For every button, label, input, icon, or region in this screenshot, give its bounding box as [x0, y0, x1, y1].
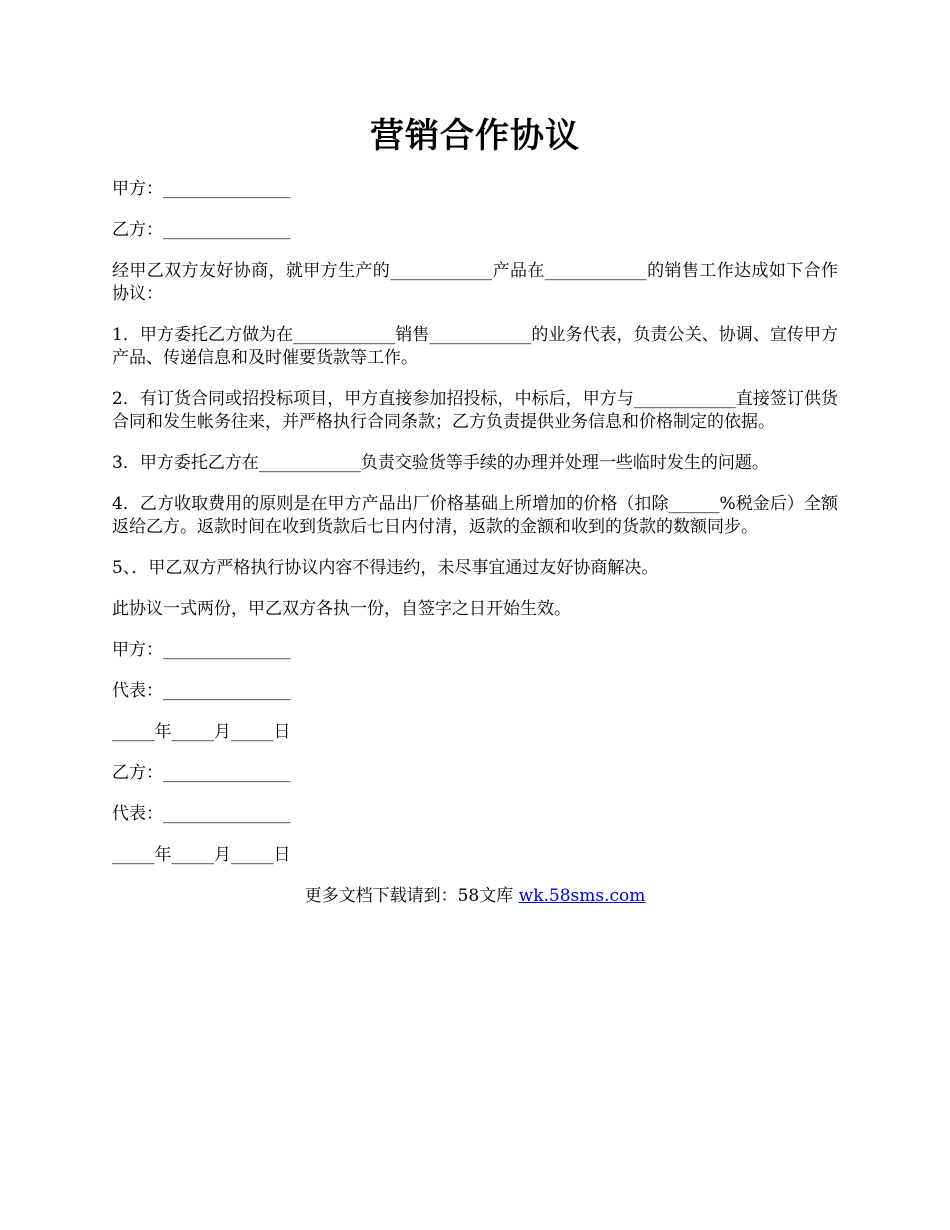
signature-date-a: _____年_____月_____日 — [112, 722, 291, 742]
footer-text: 更多文档下载请到：58文库 — [304, 886, 519, 906]
signature-party-a: 甲方：_______________ — [112, 640, 291, 660]
footer-link[interactable]: wk.58sms.com — [518, 886, 646, 906]
footer — [112, 885, 838, 908]
intro-paragraph: 经甲乙双方友好协商，就甲方生产的____________产品在____________的销售工作达成如下合作协议： — [112, 261, 838, 304]
clause-3: 3．甲方委托乙方在____________负责交验货等手续的办理并处理一些临时发生的问题。 — [112, 453, 769, 473]
signature-party-b: 乙方：_______________ — [112, 763, 291, 783]
clause-1: 1．甲方委托乙方做为在____________销售____________的业务代表，负责公关、协调、宣传甲方产品、传递信息和及时催要货款等工作。 — [112, 325, 838, 368]
signature-representative-a: 代表：_______________ — [112, 681, 291, 701]
party-a-line: 甲方：_______________ — [112, 179, 291, 199]
clause-4: 4．乙方收取费用的原则是在甲方产品出厂价格基础上所增加的价格（扣除______%税金后）全额返给乙方。返款时间在收到货款后七日内付清，返款的金额和收到的货款的数额同步。 — [112, 494, 838, 537]
document-title: 营销合作协议 — [370, 116, 580, 156]
signature-date-b: _____年_____月_____日 — [112, 845, 291, 865]
party-b-line: 乙方：_______________ — [112, 220, 291, 240]
clause-5: 5、．甲乙双方严格执行协议内容不得违约，未尽事宜通过友好协商解决。 — [112, 558, 659, 578]
signature-representative-b: 代表：_______________ — [112, 804, 291, 824]
closing-paragraph: 此协议一式两份，甲乙双方各执一份，自签字之日开始生效。 — [112, 599, 571, 619]
clause-2: 2．有订货合同或招投标项目，甲方直接参加招投标，中标后，甲方与____________直接签订供货合同和发生帐务往来，并严格执行合同条款；乙方负责提供业务信息和价格制定的依据。 — [112, 389, 838, 432]
